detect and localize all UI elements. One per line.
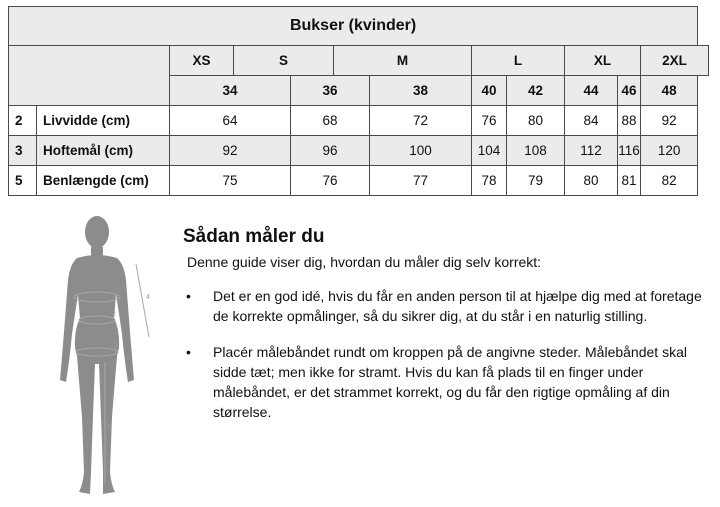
- measurement-figure: [50, 212, 160, 502]
- table-cell: 80: [507, 106, 565, 136]
- row-label: Livvidde (cm): [37, 106, 170, 136]
- table-title-row: [9, 7, 709, 46]
- size-number-header: 42: [507, 76, 565, 106]
- size-header: XL: [565, 46, 641, 76]
- size-header: 2XL: [641, 46, 709, 76]
- body-silhouette-illustration: [50, 212, 160, 502]
- table-cell: 116: [618, 136, 641, 166]
- figure-marker: 1: [116, 287, 120, 294]
- measuring-guide: [183, 226, 703, 438]
- table-cell: 80: [565, 166, 618, 196]
- size-number-header: 36: [291, 76, 370, 106]
- table-row: [9, 166, 709, 196]
- figure-marker: 5: [107, 424, 111, 431]
- size-header: XS: [170, 46, 234, 76]
- table-cell: 77: [370, 166, 472, 196]
- table-row: [9, 136, 709, 166]
- row-index: 5: [9, 166, 37, 196]
- size-number-header: 38: [370, 76, 472, 106]
- table-cell: 76: [291, 166, 370, 196]
- table-cell: 100: [370, 136, 472, 166]
- table-cell: 78: [472, 166, 507, 196]
- table-cell: 88: [618, 106, 641, 136]
- table-cell: 64: [170, 106, 291, 136]
- table-cell: 82: [641, 166, 698, 196]
- size-number-header: 44: [565, 76, 618, 106]
- table-cell: 96: [291, 136, 370, 166]
- table-cell: 92: [170, 136, 291, 166]
- table-row: [9, 106, 709, 136]
- list-item-text: Det er en god idé, hvis du får en anden person til at hjælpe dig med at foretage de korrekte opmålinger, så du sikrer dig, at du står i en naturlig stilling.: [213, 288, 702, 324]
- guide-title: Sådan måler du: [183, 226, 325, 247]
- body-silhouette: [60, 216, 134, 494]
- figure-marker: 4: [146, 294, 150, 301]
- size-header: M: [334, 46, 472, 76]
- table-cell: 72: [370, 106, 472, 136]
- table-cell: 81: [618, 166, 641, 196]
- size-number-header: 40: [472, 76, 507, 106]
- row-index: 3: [9, 136, 37, 166]
- row-label: Hoftemål (cm): [37, 136, 170, 166]
- table-cell: 76: [472, 106, 507, 136]
- size-number-header: 46: [618, 76, 641, 106]
- table-corner-cell: [9, 46, 170, 106]
- guide-list: [183, 286, 703, 422]
- size-chart-table: [8, 6, 709, 196]
- row-label: Benlængde (cm): [37, 166, 170, 196]
- table-cell: 75: [170, 166, 291, 196]
- table-cell: 84: [565, 106, 618, 136]
- size-letter-row: [9, 46, 709, 76]
- list-item: [183, 342, 703, 422]
- size-number-header: 34: [170, 76, 291, 106]
- table-cell: 68: [291, 106, 370, 136]
- table-cell: 92: [641, 106, 698, 136]
- list-item-text: Placér målebåndet rundt om kroppen på de angivne steder. Målebåndet skal sidde tæt; men ikke for stramt. Hvis du kan få plads til en finger under målebåndet, er det strammet korrekt, og du får den rigtige opmåling af din størrelse.: [213, 344, 687, 420]
- table-title: Bukser (kvinder): [9, 7, 698, 46]
- table-cell: 120: [641, 136, 698, 166]
- size-number-header: 48: [641, 76, 698, 106]
- table-cell: 108: [507, 136, 565, 166]
- table-cell: 104: [472, 136, 507, 166]
- list-item: [183, 286, 703, 326]
- figure-marker: 3: [114, 343, 118, 350]
- bullet-icon: •: [186, 288, 191, 304]
- size-header: S: [234, 46, 334, 76]
- table-cell: 112: [565, 136, 618, 166]
- row-index: 2: [9, 106, 37, 136]
- bullet-icon: •: [186, 344, 191, 360]
- guide-intro: Denne guide viser dig, hvordan du måler dig selv korrekt:: [187, 254, 542, 270]
- size-header: L: [472, 46, 565, 76]
- figure-marker: 2: [112, 311, 116, 318]
- table-cell: 79: [507, 166, 565, 196]
